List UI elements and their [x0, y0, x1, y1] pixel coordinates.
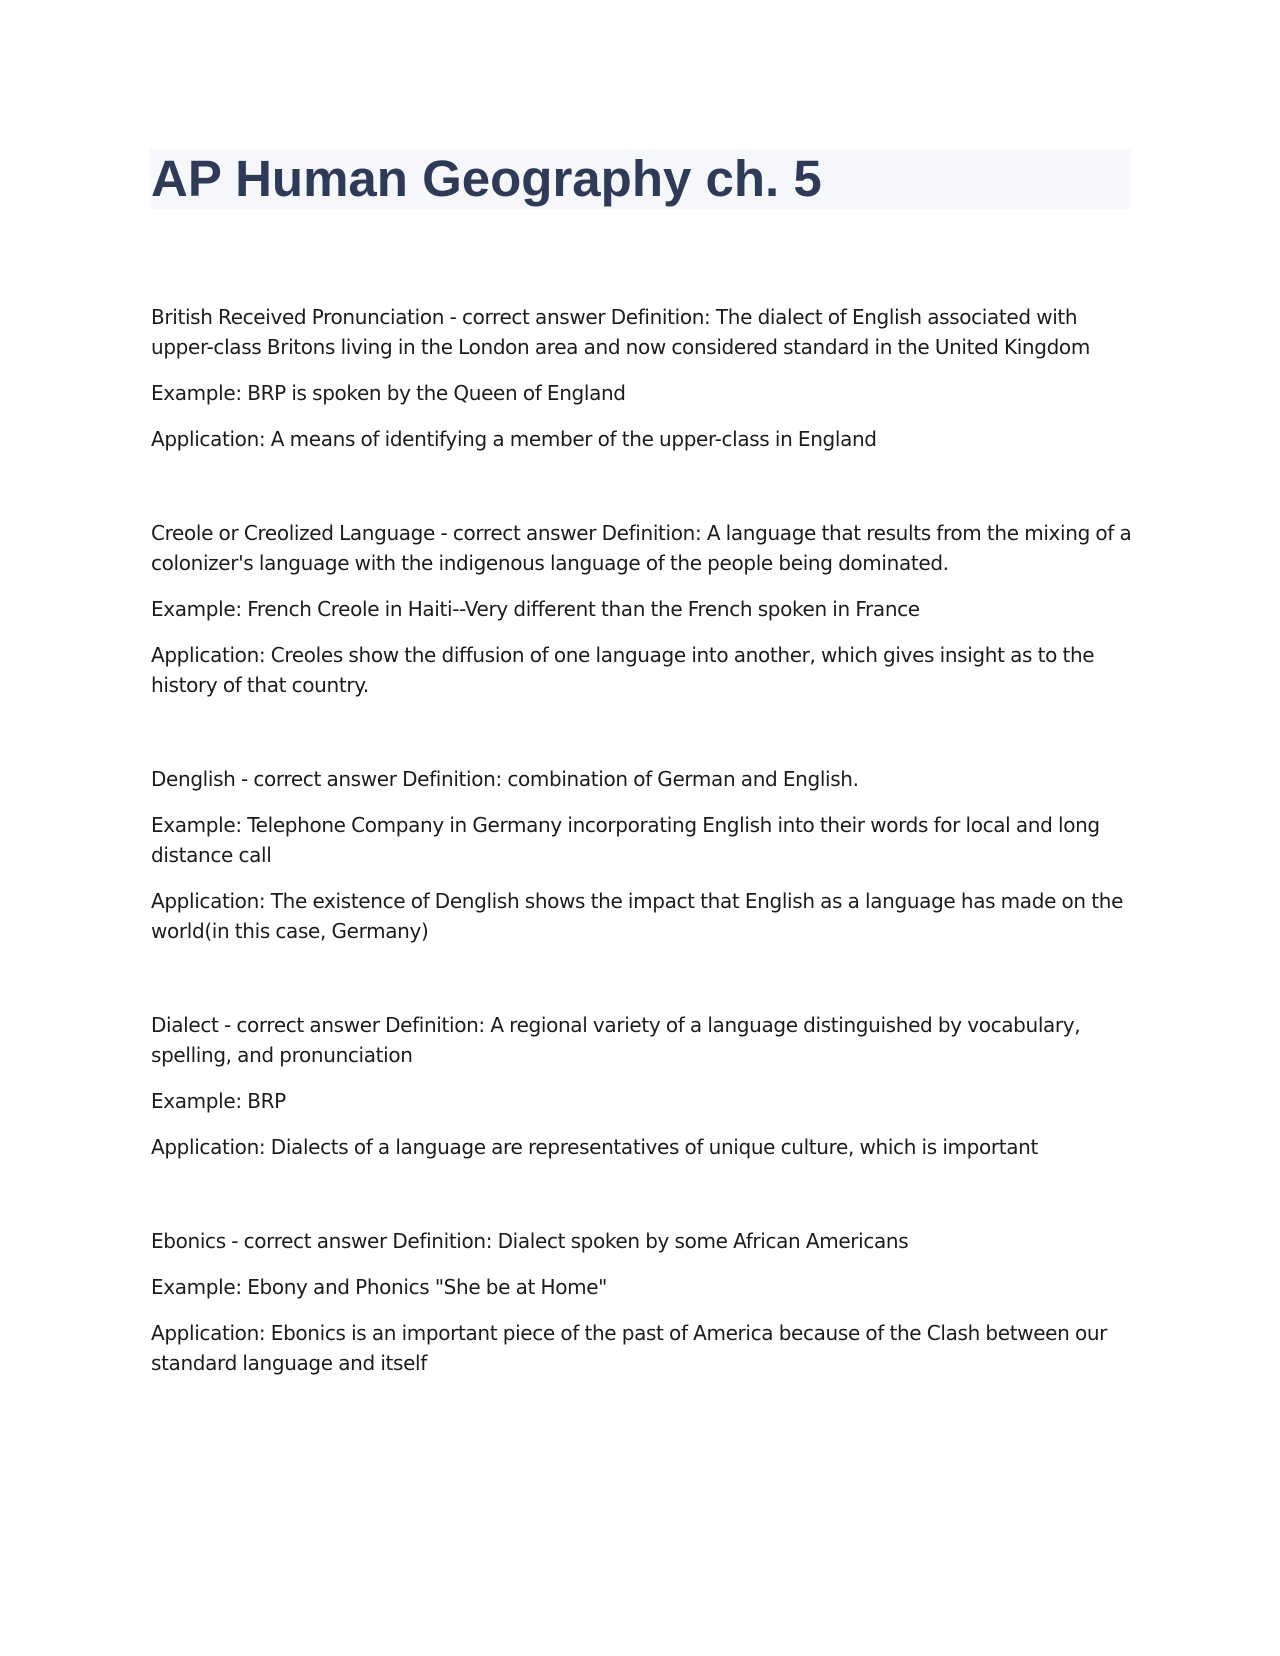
term-example: Example: BRP [151, 1089, 286, 1113]
terms-list [151, 302, 1141, 1442]
term-entry [151, 1010, 1141, 1162]
term-definition: Dialect - correct answer Definition: A regional variety of a language distinguished by vocabulary, spelling, and pronunciation [151, 1013, 1081, 1067]
term-example: Example: Ebony and Phonics "She be at Home" [151, 1275, 608, 1299]
page-title: AP Human Geography ch. 5 [151, 150, 822, 207]
term-example: Example: BRP is spoken by the Queen of England [151, 381, 626, 405]
term-entry [151, 1226, 1141, 1378]
term-definition: Ebonics - correct answer Definition: Dialect spoken by some African Americans [151, 1229, 909, 1253]
term-example: Example: French Creole in Haiti--Very different than the French spoken in France [151, 597, 920, 621]
term-entry [151, 302, 1141, 454]
term-application: Application: Ebonics is an important piece of the past of America because of the Clash between our standard language and itself [151, 1321, 1108, 1375]
term-application: Application: Creoles show the diffusion of one language into another, which gives insight as to the history of that country. [151, 643, 1095, 697]
term-definition: Creole or Creolized Language - correct answer Definition: A language that results from the mixing of a colonizer's language with the indigenous language of the people being dominated. [151, 521, 1132, 575]
term-application: Application: A means of identifying a member of the upper-class in England [151, 427, 877, 451]
term-application: Application: Dialects of a language are representatives of unique culture, which is important [151, 1135, 1038, 1159]
term-example: Example: Telephone Company in Germany incorporating English into their words for local and long distance call [151, 813, 1100, 867]
term-entry [151, 764, 1141, 946]
title-banner [150, 149, 1131, 209]
term-definition: British Received Pronunciation - correct answer Definition: The dialect of English associated with upper-class Britons living in the London area and now considered standard in the United Kingdom [151, 305, 1090, 359]
term-definition: Denglish - correct answer Definition: combination of German and English. [151, 767, 859, 791]
term-entry [151, 518, 1141, 700]
term-application: Application: The existence of Denglish shows the impact that English as a language has made on the world(in this case, Germany) [151, 889, 1124, 943]
